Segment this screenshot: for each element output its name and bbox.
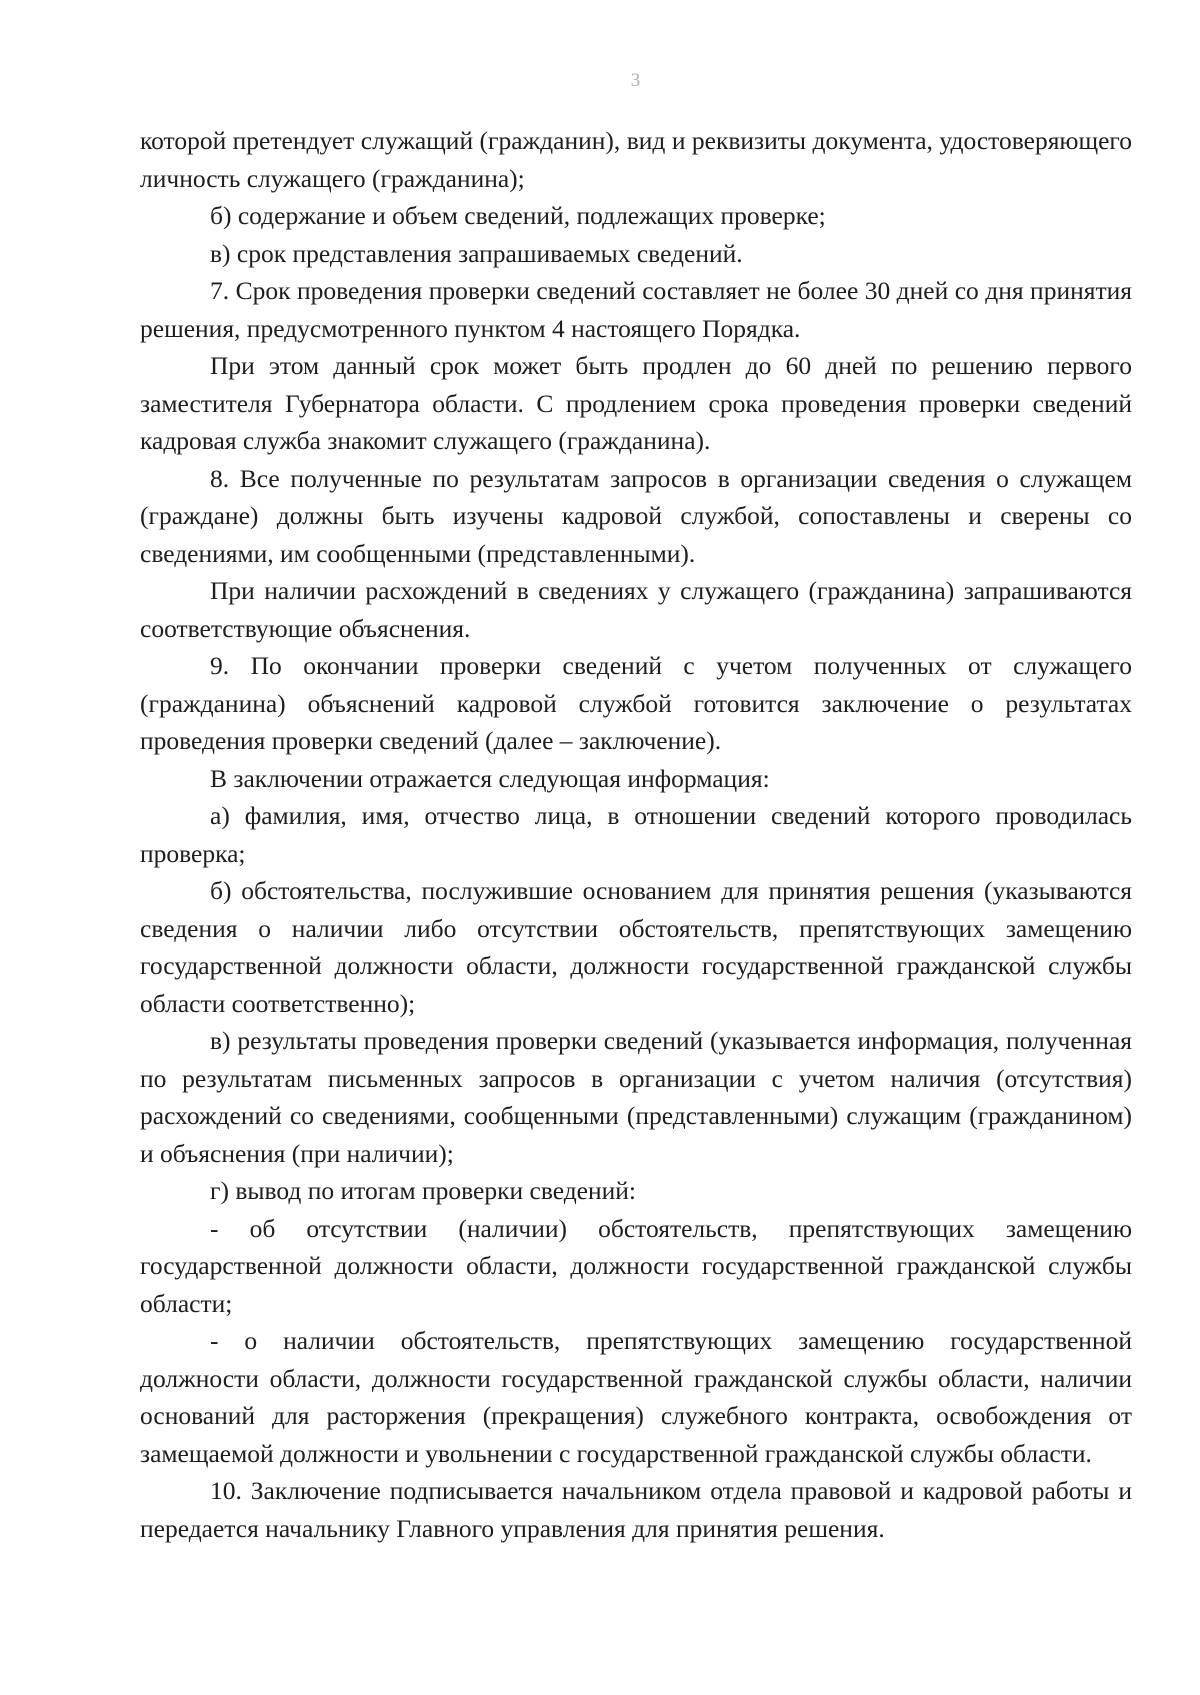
paragraph-9-item-b: б) обстоятельства, послужившие основанием для принятия решения (указываются сведения о наличии либо отсутствии обстоятельств, препятствующих замещению государственной должности области, должности государственной гражданской службы области соответственно); xyxy=(140,876,1132,1018)
paragraph-8: 8. Все полученные по результатам запросов в организации сведения о служащем (граждане) должны быть изучены кадровой службой, сопоставлены и сверены со сведениями, им сообщенными (представленными). xyxy=(140,463,1132,568)
paragraph-9-item-a: а) фамилия, имя, отчество лица, в отношении сведений которого проводилась проверка; xyxy=(140,801,1132,868)
paragraph-item-v: в) срок представления запрашиваемых сведений. xyxy=(210,238,743,268)
paragraph-7: 7. Срок проведения проверки сведений составляет не более 30 дней со дня принятия решения, предусмотренного пунктом 4 настоящего Порядка. xyxy=(140,276,1132,343)
paragraph-9-item-g: г) вывод по итогам проверки сведений: xyxy=(210,1176,637,1205)
paragraph-9-intro: В заключении отражается следующая информация: xyxy=(210,763,770,793)
paragraph-7-extension: При этом данный срок может быть продлен до 60 дней по решению первого заместителя Губернатора области. С продлением срока проведения проверки сведений кадровая служба знакомит служащего (гражданина). xyxy=(140,351,1132,455)
paragraph-9-conclusion-absence: - об отсутствии (наличии) обстоятельств, препятствующих замещению государственной должности области, должности государственной гражданской службы области; xyxy=(140,1213,1132,1318)
paragraph-continuation: которой претендует служащий (гражданин), вид и реквизиты документа, удостоверяющего личность служащего (гражданина); xyxy=(140,126,1132,193)
paragraph-10: 10. Заключение подписывается начальником отдела правовой и кадровой работы и передается начальнику Главного управления для принятия решения. xyxy=(140,1476,1132,1543)
page-number: 3 xyxy=(630,70,641,91)
paragraph-9: 9. По окончании проверки сведений с учетом полученных от служащего (гражданина) объяснений кадровой службой готовится заключение о результатах проведения проверки сведений (далее – заключение). xyxy=(140,651,1132,755)
document-body xyxy=(140,122,1132,1547)
paragraph-9-conclusion-presence: - о наличии обстоятельств, препятствующих замещению государственной должности области, должности государственной гражданской службы области, наличии оснований для расторжения (прекращения) служебного контракта, освобождения от замещаемой должности и увольнении с государственной гражданской службы области. xyxy=(140,1326,1132,1468)
paragraph-9-item-v: в) результаты проведения проверки сведений (указывается информация, полученная по результатам письменных запросов в организации с учетом наличия (отсутствия) расхождений со сведениями, сообщенными (представленными) служащим (гражданином) и объяснения (при наличии); xyxy=(140,1026,1132,1168)
paragraph-item-b: б) содержание и объем сведений, подлежащих проверке; xyxy=(210,201,826,230)
paragraph-8-discrepancies: При наличии расхождений в сведениях у служащего (гражданина) запрашиваются соответствующие объяснения. xyxy=(140,576,1132,643)
